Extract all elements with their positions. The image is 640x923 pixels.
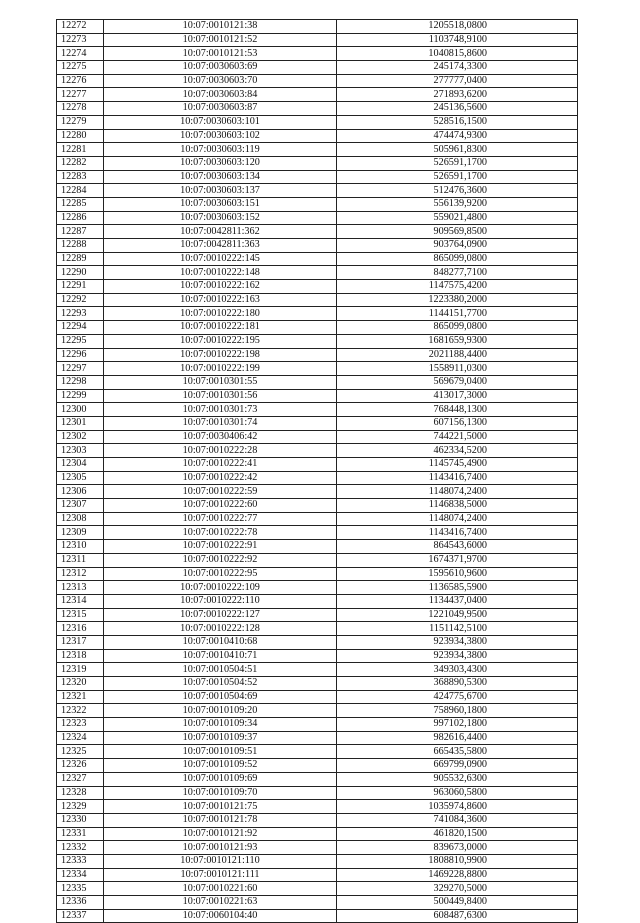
cadastral-value-cell: 1136585,5900 <box>337 581 578 595</box>
table-row <box>57 471 578 485</box>
cadastral-number-cell: 10:07:0010121:38 <box>104 20 337 34</box>
row-number-cell: 12284 <box>57 184 104 198</box>
cadastral-number-cell: 10:07:0010121:52 <box>104 33 337 47</box>
table-row <box>57 266 578 280</box>
table-row <box>57 143 578 157</box>
table-row <box>57 512 578 526</box>
cadastral-value-cell: 997102,1800 <box>337 718 578 732</box>
cadastral-value-cell: 559021,4800 <box>337 211 578 225</box>
table-row <box>57 786 578 800</box>
table-row <box>57 170 578 184</box>
cadastral-value-cell: 768448,1300 <box>337 403 578 417</box>
cadastral-number-cell: 10:07:0010222:60 <box>104 499 337 513</box>
cadastral-value-cell: 526591,1700 <box>337 170 578 184</box>
row-number-cell: 12322 <box>57 704 104 718</box>
cadastral-value-cell: 848277,7100 <box>337 266 578 280</box>
table-row <box>57 553 578 567</box>
cadastral-value-cell: 1808810,9900 <box>337 854 578 868</box>
cadastral-value-cell: 271893,6200 <box>337 88 578 102</box>
row-number-cell: 12286 <box>57 211 104 225</box>
row-number-cell: 12280 <box>57 129 104 143</box>
cadastral-number-cell: 10:07:0030603:134 <box>104 170 337 184</box>
cadastral-value-cell: 1144151,7700 <box>337 307 578 321</box>
cadastral-number-cell: 10:07:0010222:59 <box>104 485 337 499</box>
table-row <box>57 581 578 595</box>
cadastral-number-cell: 10:07:0010109:20 <box>104 704 337 718</box>
table-row <box>57 704 578 718</box>
table-row <box>57 74 578 88</box>
cadastral-number-cell: 10:07:0010221:60 <box>104 882 337 896</box>
row-number-cell: 12305 <box>57 471 104 485</box>
cadastral-number-cell: 10:07:0010121:111 <box>104 868 337 882</box>
row-number-cell: 12289 <box>57 252 104 266</box>
row-number-cell: 12283 <box>57 170 104 184</box>
row-number-cell: 12330 <box>57 813 104 827</box>
cadastral-value-cell: 1148074,2400 <box>337 512 578 526</box>
cadastral-number-cell: 10:07:0030603:137 <box>104 184 337 198</box>
cadastral-number-cell: 10:07:0030603:87 <box>104 102 337 116</box>
cadastral-number-cell: 10:07:0010222:110 <box>104 594 337 608</box>
table-row <box>57 375 578 389</box>
row-number-cell: 12300 <box>57 403 104 417</box>
row-number-cell: 12336 <box>57 896 104 910</box>
table-row <box>57 458 578 472</box>
cadastral-value-cell: 474474,9300 <box>337 129 578 143</box>
cadastral-number-cell: 10:07:0010222:109 <box>104 581 337 595</box>
cadastral-value-cell: 512476,3600 <box>337 184 578 198</box>
table-row <box>57 102 578 116</box>
cadastral-number-cell: 10:07:0010109:51 <box>104 745 337 759</box>
row-number-cell: 12279 <box>57 115 104 129</box>
cadastral-value-cell: 1205518,0800 <box>337 20 578 34</box>
row-number-cell: 12310 <box>57 540 104 554</box>
cadastral-value-cell: 424775,6700 <box>337 690 578 704</box>
cadastral-number-cell: 10:07:0060104:40 <box>104 909 337 923</box>
table-row <box>57 663 578 677</box>
cadastral-number-cell: 10:07:0010222:199 <box>104 362 337 376</box>
cadastral-value-cell: 245174,3300 <box>337 61 578 75</box>
cadastral-number-cell: 10:07:0010109:52 <box>104 759 337 773</box>
table-row <box>57 156 578 170</box>
cadastral-value-cell: 526591,1700 <box>337 156 578 170</box>
cadastral-number-cell: 10:07:0030603:152 <box>104 211 337 225</box>
row-number-cell: 12312 <box>57 567 104 581</box>
row-number-cell: 12295 <box>57 334 104 348</box>
row-number-cell: 12327 <box>57 772 104 786</box>
cadastral-number-cell: 10:07:0010504:52 <box>104 677 337 691</box>
cadastral-value-cell: 744221,5000 <box>337 430 578 444</box>
table-row <box>57 499 578 513</box>
cadastral-number-cell: 10:07:0030603:101 <box>104 115 337 129</box>
row-number-cell: 12324 <box>57 731 104 745</box>
row-number-cell: 12321 <box>57 690 104 704</box>
cadastral-value-cell: 569679,0400 <box>337 375 578 389</box>
cadastral-number-cell: 10:07:0010301:56 <box>104 389 337 403</box>
row-number-cell: 12297 <box>57 362 104 376</box>
row-number-cell: 12313 <box>57 581 104 595</box>
cadastral-value-cell: 1223380,2000 <box>337 293 578 307</box>
cadastral-number-cell: 10:07:0030603:151 <box>104 197 337 211</box>
cadastral-number-cell: 10:07:0010222:162 <box>104 280 337 294</box>
cadastral-value-cell: 963060,5800 <box>337 786 578 800</box>
row-number-cell: 12285 <box>57 197 104 211</box>
cadastral-value-table <box>56 19 578 923</box>
row-number-cell: 12320 <box>57 677 104 691</box>
table-row <box>57 690 578 704</box>
row-number-cell: 12331 <box>57 827 104 841</box>
cadastral-number-cell: 10:07:0010222:92 <box>104 553 337 567</box>
cadastral-value-cell: 839673,0000 <box>337 841 578 855</box>
cadastral-number-cell: 10:07:0030603:119 <box>104 143 337 157</box>
cadastral-value-cell: 462334,5200 <box>337 444 578 458</box>
row-number-cell: 12296 <box>57 348 104 362</box>
row-number-cell: 12272 <box>57 20 104 34</box>
cadastral-number-cell: 10:07:0042811:363 <box>104 239 337 253</box>
cadastral-value-cell: 556139,9200 <box>337 197 578 211</box>
cadastral-number-cell: 10:07:0010504:51 <box>104 663 337 677</box>
table-row <box>57 239 578 253</box>
cadastral-value-cell: 277777,0400 <box>337 74 578 88</box>
cadastral-number-cell: 10:07:0010222:42 <box>104 471 337 485</box>
cadastral-number-cell: 10:07:0030603:120 <box>104 156 337 170</box>
table-row <box>57 280 578 294</box>
row-number-cell: 12316 <box>57 622 104 636</box>
row-number-cell: 12291 <box>57 280 104 294</box>
table-row <box>57 868 578 882</box>
table-row <box>57 225 578 239</box>
table-row <box>57 211 578 225</box>
cadastral-value-cell: 329270,5000 <box>337 882 578 896</box>
table-row <box>57 348 578 362</box>
table-row <box>57 47 578 61</box>
table-row <box>57 567 578 581</box>
cadastral-number-cell: 10:07:0010222:163 <box>104 293 337 307</box>
row-number-cell: 12318 <box>57 649 104 663</box>
cadastral-number-cell: 10:07:0010109:37 <box>104 731 337 745</box>
cadastral-value-cell: 1151142,5100 <box>337 622 578 636</box>
row-number-cell: 12335 <box>57 882 104 896</box>
cadastral-number-cell: 10:07:0010121:78 <box>104 813 337 827</box>
table-row <box>57 252 578 266</box>
row-number-cell: 12304 <box>57 458 104 472</box>
row-number-cell: 12314 <box>57 594 104 608</box>
table-row <box>57 896 578 910</box>
row-number-cell: 12329 <box>57 800 104 814</box>
cadastral-value-cell: 1674371,9700 <box>337 553 578 567</box>
row-number-cell: 12333 <box>57 854 104 868</box>
row-number-cell: 12328 <box>57 786 104 800</box>
table-row <box>57 649 578 663</box>
row-number-cell: 12274 <box>57 47 104 61</box>
table-row <box>57 403 578 417</box>
cadastral-number-cell: 10:07:0010410:68 <box>104 635 337 649</box>
cadastral-number-cell: 10:07:0010222:128 <box>104 622 337 636</box>
table-row <box>57 485 578 499</box>
row-number-cell: 12277 <box>57 88 104 102</box>
cadastral-value-cell: 413017,3000 <box>337 389 578 403</box>
cadastral-value-cell: 669799,0900 <box>337 759 578 773</box>
row-number-cell: 12278 <box>57 102 104 116</box>
table-row <box>57 731 578 745</box>
table-row <box>57 526 578 540</box>
table-row <box>57 772 578 786</box>
cadastral-number-cell: 10:07:0010121:75 <box>104 800 337 814</box>
row-number-cell: 12287 <box>57 225 104 239</box>
table-row <box>57 594 578 608</box>
row-number-cell: 12293 <box>57 307 104 321</box>
table-row <box>57 677 578 691</box>
cadastral-number-cell: 10:07:0010504:69 <box>104 690 337 704</box>
table-row <box>57 197 578 211</box>
table-row <box>57 745 578 759</box>
row-number-cell: 12281 <box>57 143 104 157</box>
cadastral-number-cell: 10:07:0010222:91 <box>104 540 337 554</box>
table-row <box>57 854 578 868</box>
row-number-cell: 12317 <box>57 635 104 649</box>
table-row <box>57 321 578 335</box>
cadastral-value-cell: 909569,8500 <box>337 225 578 239</box>
cadastral-value-cell: 905532,6300 <box>337 772 578 786</box>
table-body <box>57 20 578 923</box>
cadastral-value-cell: 923934,3800 <box>337 649 578 663</box>
row-number-cell: 12315 <box>57 608 104 622</box>
cadastral-number-cell: 10:07:0010109:70 <box>104 786 337 800</box>
cadastral-number-cell: 10:07:0042811:362 <box>104 225 337 239</box>
cadastral-value-cell: 903764,0900 <box>337 239 578 253</box>
table-row <box>57 430 578 444</box>
table-row <box>57 129 578 143</box>
cadastral-value-cell: 1145745,4900 <box>337 458 578 472</box>
cadastral-value-cell: 1148074,2400 <box>337 485 578 499</box>
row-number-cell: 12326 <box>57 759 104 773</box>
cadastral-value-cell: 1040815,8600 <box>337 47 578 61</box>
cadastral-value-cell: 741084,3600 <box>337 813 578 827</box>
cadastral-number-cell: 10:07:0010222:127 <box>104 608 337 622</box>
table-row <box>57 416 578 430</box>
cadastral-number-cell: 10:07:0030603:102 <box>104 129 337 143</box>
table-row <box>57 882 578 896</box>
row-number-cell: 12319 <box>57 663 104 677</box>
cadastral-number-cell: 10:07:0010222:180 <box>104 307 337 321</box>
table-row <box>57 362 578 376</box>
table-row <box>57 540 578 554</box>
table-row <box>57 389 578 403</box>
table-row <box>57 88 578 102</box>
cadastral-value-cell: 368890,5300 <box>337 677 578 691</box>
cadastral-value-cell: 1469228,8800 <box>337 868 578 882</box>
cadastral-value-cell: 2021188,4400 <box>337 348 578 362</box>
cadastral-number-cell: 10:07:0010121:93 <box>104 841 337 855</box>
cadastral-number-cell: 10:07:0010222:77 <box>104 512 337 526</box>
cadastral-number-cell: 10:07:0010109:69 <box>104 772 337 786</box>
table-row <box>57 608 578 622</box>
row-number-cell: 12273 <box>57 33 104 47</box>
table-row <box>57 115 578 129</box>
cadastral-value-cell: 528516,1500 <box>337 115 578 129</box>
cadastral-number-cell: 10:07:0010301:74 <box>104 416 337 430</box>
row-number-cell: 12309 <box>57 526 104 540</box>
cadastral-number-cell: 10:07:0010121:92 <box>104 827 337 841</box>
row-number-cell: 12303 <box>57 444 104 458</box>
cadastral-number-cell: 10:07:0030603:84 <box>104 88 337 102</box>
cadastral-value-cell: 758960,1800 <box>337 704 578 718</box>
cadastral-value-cell: 1035974,8600 <box>337 800 578 814</box>
row-number-cell: 12299 <box>57 389 104 403</box>
cadastral-number-cell: 10:07:0010222:195 <box>104 334 337 348</box>
cadastral-number-cell: 10:07:0030603:69 <box>104 61 337 75</box>
cadastral-value-cell: 865099,0800 <box>337 252 578 266</box>
table-row <box>57 909 578 923</box>
cadastral-number-cell: 10:07:0010222:148 <box>104 266 337 280</box>
cadastral-value-cell: 607156,1300 <box>337 416 578 430</box>
cadastral-value-cell: 461820,1500 <box>337 827 578 841</box>
cadastral-value-cell: 864543,6000 <box>337 540 578 554</box>
cadastral-number-cell: 10:07:0010109:34 <box>104 718 337 732</box>
cadastral-number-cell: 10:07:0010301:55 <box>104 375 337 389</box>
table-row <box>57 800 578 814</box>
cadastral-number-cell: 10:07:0010222:145 <box>104 252 337 266</box>
cadastral-number-cell: 10:07:0010222:41 <box>104 458 337 472</box>
table-row <box>57 33 578 47</box>
table-row <box>57 20 578 34</box>
cadastral-value-cell: 1146838,5000 <box>337 499 578 513</box>
row-number-cell: 12298 <box>57 375 104 389</box>
cadastral-number-cell: 10:07:0010301:73 <box>104 403 337 417</box>
cadastral-number-cell: 10:07:0030603:70 <box>104 74 337 88</box>
table-row <box>57 759 578 773</box>
row-number-cell: 12290 <box>57 266 104 280</box>
cadastral-number-cell: 10:07:0010121:110 <box>104 854 337 868</box>
cadastral-number-cell: 10:07:0010410:71 <box>104 649 337 663</box>
row-number-cell: 12332 <box>57 841 104 855</box>
cadastral-value-cell: 1595610,9600 <box>337 567 578 581</box>
row-number-cell: 12282 <box>57 156 104 170</box>
cadastral-value-cell: 349303,4300 <box>337 663 578 677</box>
cadastral-value-cell: 1103748,9100 <box>337 33 578 47</box>
cadastral-value-cell: 1147575,4200 <box>337 280 578 294</box>
cadastral-value-cell: 1221049,9500 <box>337 608 578 622</box>
cadastral-number-cell: 10:07:0010222:28 <box>104 444 337 458</box>
cadastral-value-cell: 665435,5800 <box>337 745 578 759</box>
row-number-cell: 12334 <box>57 868 104 882</box>
table-row <box>57 334 578 348</box>
row-number-cell: 12337 <box>57 909 104 923</box>
cadastral-value-cell: 500449,8400 <box>337 896 578 910</box>
row-number-cell: 12323 <box>57 718 104 732</box>
cadastral-value-cell: 982616,4400 <box>337 731 578 745</box>
row-number-cell: 12288 <box>57 239 104 253</box>
cadastral-number-cell: 10:07:0010222:78 <box>104 526 337 540</box>
row-number-cell: 12292 <box>57 293 104 307</box>
cadastral-number-cell: 10:07:0010222:95 <box>104 567 337 581</box>
table-row <box>57 184 578 198</box>
row-number-cell: 12302 <box>57 430 104 444</box>
cadastral-value-cell: 1143416,7400 <box>337 526 578 540</box>
cadastral-value-cell: 923934,3800 <box>337 635 578 649</box>
row-number-cell: 12311 <box>57 553 104 567</box>
table-row <box>57 718 578 732</box>
row-number-cell: 12306 <box>57 485 104 499</box>
table-row <box>57 841 578 855</box>
table-row <box>57 622 578 636</box>
table-row <box>57 813 578 827</box>
cadastral-value-cell: 505961,8300 <box>337 143 578 157</box>
cadastral-number-cell: 10:07:0010222:181 <box>104 321 337 335</box>
row-number-cell: 12325 <box>57 745 104 759</box>
table-row <box>57 827 578 841</box>
table-row <box>57 307 578 321</box>
table-row <box>57 61 578 75</box>
cadastral-number-cell: 10:07:0030406:42 <box>104 430 337 444</box>
cadastral-number-cell: 10:07:0010121:53 <box>104 47 337 61</box>
cadastral-value-cell: 1134437,0400 <box>337 594 578 608</box>
cadastral-value-cell: 1558911,0300 <box>337 362 578 376</box>
cadastral-value-cell: 1681659,9300 <box>337 334 578 348</box>
table-row <box>57 444 578 458</box>
row-number-cell: 12294 <box>57 321 104 335</box>
row-number-cell: 12308 <box>57 512 104 526</box>
cadastral-number-cell: 10:07:0010221:63 <box>104 896 337 910</box>
table-row <box>57 293 578 307</box>
cadastral-value-cell: 608487,6300 <box>337 909 578 923</box>
row-number-cell: 12307 <box>57 499 104 513</box>
table-row <box>57 635 578 649</box>
row-number-cell: 12301 <box>57 416 104 430</box>
cadastral-number-cell: 10:07:0010222:198 <box>104 348 337 362</box>
cadastral-value-cell: 245136,5600 <box>337 102 578 116</box>
row-number-cell: 12276 <box>57 74 104 88</box>
cadastral-value-cell: 865099,0800 <box>337 321 578 335</box>
cadastral-value-cell: 1143416,7400 <box>337 471 578 485</box>
row-number-cell: 12275 <box>57 61 104 75</box>
